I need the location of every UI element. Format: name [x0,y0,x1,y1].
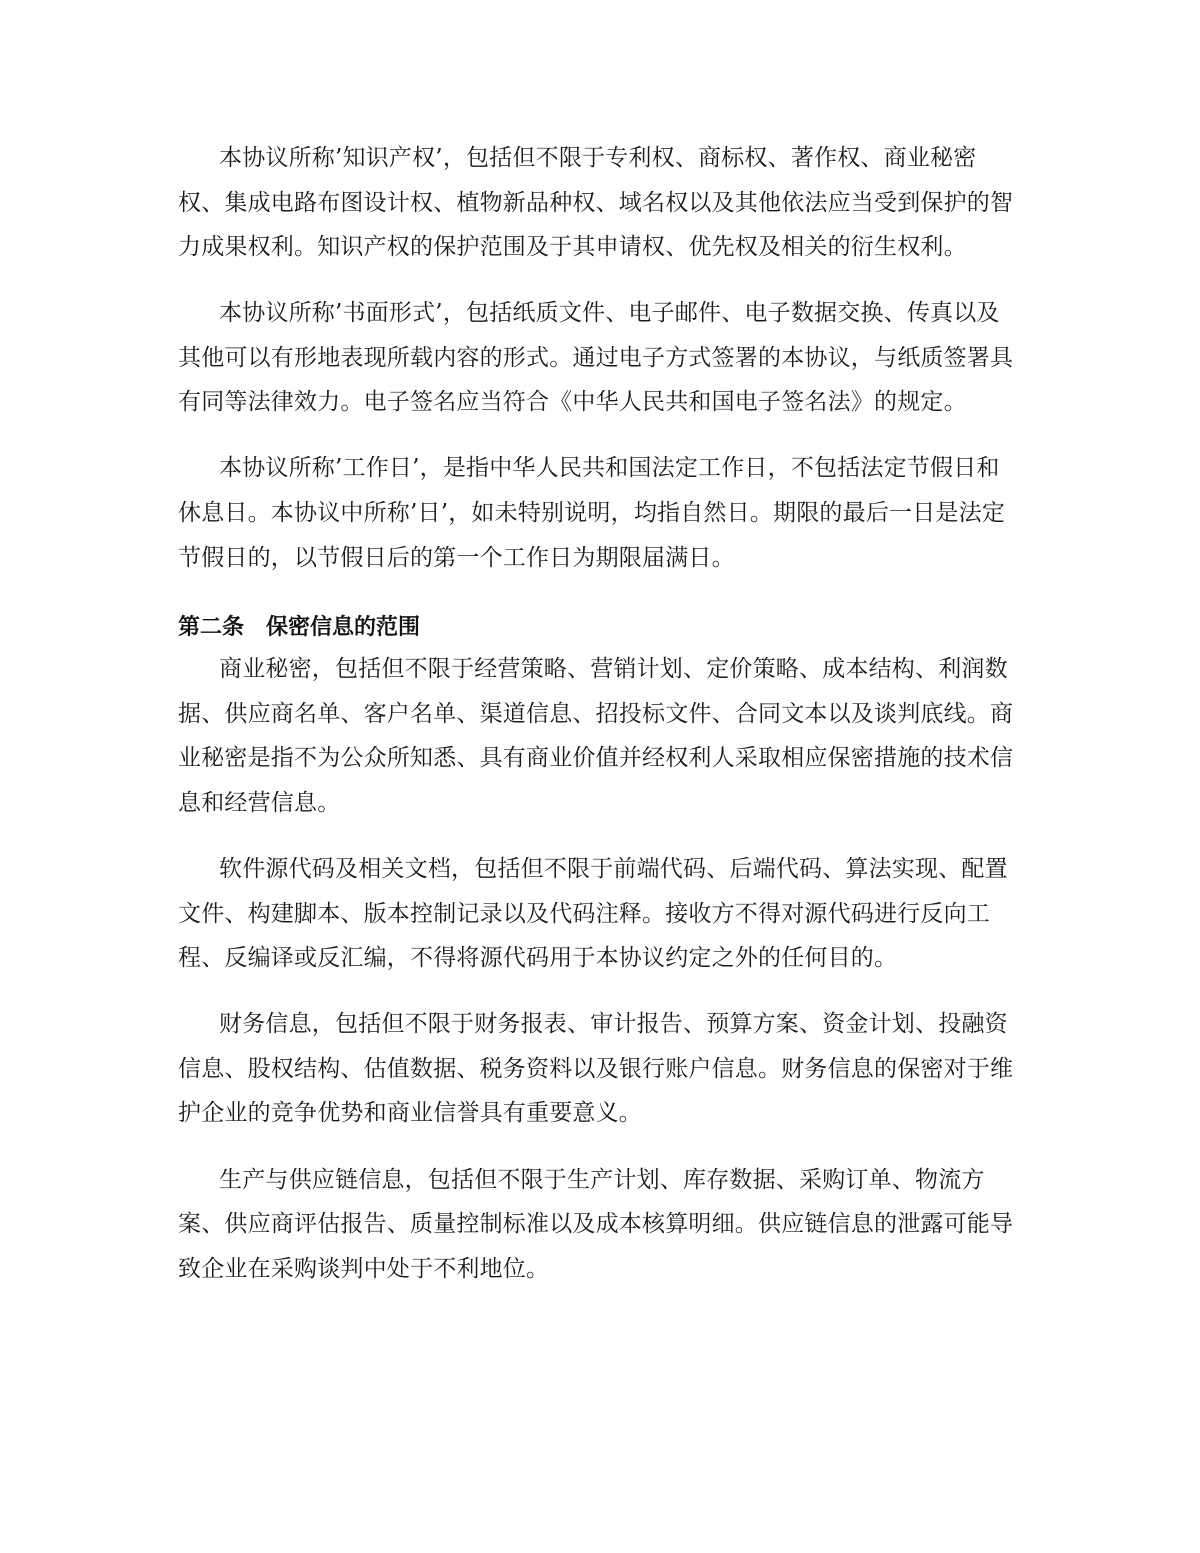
section-paragraph-4-line-1: 生产与供应链信息，包括但不限于生产计划、库存数据、采购订单、物流方 [219,1167,985,1193]
section-paragraph-1-line-2: 据、供应商名单、客户名单、渠道信息、招投标文件、合同文本以及谈判底线。商 [178,701,1014,727]
section-paragraph-2-line-2: 文件、构建脚本、版本控制记录以及代码注释。接收方不得对源代码进行反向工 [178,901,990,927]
paragraph-3-line-2: 休息日。本协议中所称’日’，如未特别说明，均指自然日。期限的最后一日是法定 [178,500,1006,526]
paragraph-1-line-3: 力成果权利。知识产权的保护范围及于其申请权、优先权及相关的衍生权利。 [178,234,967,260]
section-paragraph-3-line-3: 护企业的竞争优势和商业信誉具有重要意义。 [178,1100,642,1126]
paragraph-1-line-1: 本协议所称’知识产权’，包括但不限于专利权、商标权、著作权、商业秘密 [219,145,977,171]
section-paragraph-1-line-4: 息和经营信息。 [178,790,341,816]
section-paragraph-3-line-2: 信息、股权结构、估值数据、税务资料以及银行账户信息。财务信息的保密对于维 [178,1056,1014,1082]
paragraph-3-line-3: 节假日的，以节假日后的第一个工作日为期限届满日。 [178,545,735,571]
section-paragraph-2-line-1: 软件源代码及相关文档，包括但不限于前端代码、后端代码、算法实现、配置 [219,856,1008,882]
section-paragraph-1-line-1: 商业秘密，包括但不限于经营策略、营销计划、定价策略、成本结构、利润数 [219,656,1008,682]
section-heading: 第二条 保密信息的范围 [178,615,421,640]
paragraph-2-line-2: 其他可以有形地表现所载内容的形式。通过电子方式签署的本协议，与纸质签署具 [178,345,1014,371]
section-paragraph-1-line-3: 业秘密是指不为公众所知悉、具有商业价值并经权利人采取相应保密措施的技术信 [178,745,1014,771]
section-paragraph-4-line-3: 致企业在采购谈判中处于不利地位。 [178,1256,550,1282]
paragraph-2-line-1: 本协议所称’书面形式’，包括纸质文件、电子邮件、电子数据交换、传真以及 [219,300,1000,326]
section-paragraph-2-line-3: 程、反编译或反汇编，不得将源代码用于本协议约定之外的任何目的。 [178,945,898,971]
section-paragraph-4-line-2: 案、供应商评估报告、质量控制标准以及成本核算明细。供应链信息的泄露可能导 [178,1211,1014,1237]
paragraph-2-line-3: 有同等法律效力。电子签名应当符合《中华人民共和国电子签名法》的规定。 [178,389,967,415]
section-paragraph-3-line-1: 财务信息，包括但不限于财务报表、审计报告、预算方案、资金计划、投融资 [219,1011,1008,1037]
paragraph-1-line-2: 权、集成电路布图设计权、植物新品种权、域名权以及其他依法应当受到保护的智 [178,190,1014,216]
paragraph-3-line-1: 本协议所称’工作日’，是指中华人民共和国法定工作日，不包括法定节假日和 [219,455,1000,481]
